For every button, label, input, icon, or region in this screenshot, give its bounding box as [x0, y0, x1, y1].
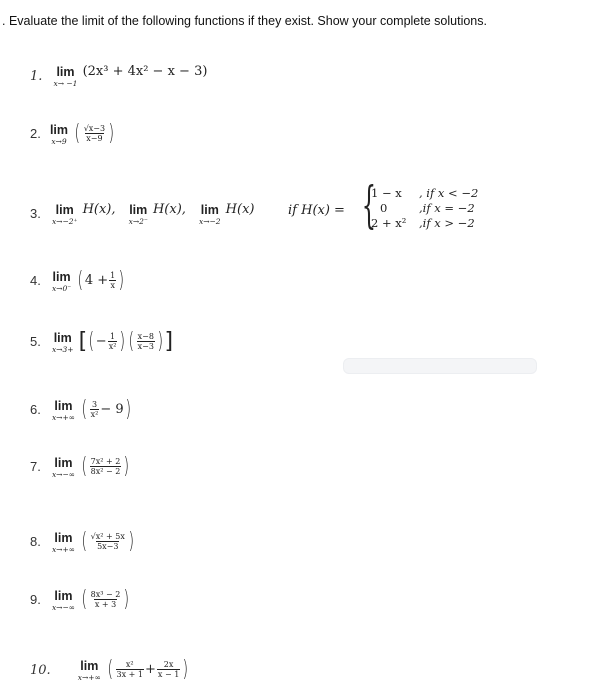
fraction: $\frac{\text{√x² + 5x}}{5x-3}$	[90, 532, 125, 551]
case-value: 1 − x	[371, 186, 402, 200]
limit-operator: lim x→−2	[199, 203, 221, 226]
problem-number: 6.	[30, 402, 41, 417]
limit-operator: lim x→ −1	[53, 65, 78, 88]
fraction: $\frac{1}{x}$	[110, 271, 116, 290]
limit-operator: lim x→+∞	[51, 531, 75, 554]
problem-number: 10.	[30, 663, 51, 678]
function-label: H(x),	[152, 202, 186, 217]
limit-operator: lim x→2⁻	[128, 203, 148, 226]
problem-number: 5.	[30, 334, 41, 349]
problem-number: 1.	[30, 69, 43, 84]
problem-number: 4.	[30, 273, 41, 288]
fraction: $\frac{\text{7x² + 2}}{\text{8x² − 2}}$	[90, 457, 121, 476]
limit-operator: lim x→−∞	[51, 589, 75, 612]
case-condition: , if x < −2	[419, 186, 479, 200]
limit-operator: lim x→−∞	[51, 456, 75, 479]
limit-expression: (2x³ + 4x² − x − 3)	[82, 64, 208, 79]
problem-number: 2.	[30, 126, 41, 141]
instructions-text: . Evaluate the limit of the following functions if they exist. Show your complete solutions.	[2, 14, 487, 28]
function-label: H(x),	[82, 202, 116, 217]
fraction: $\frac{2x}{x - 1}$	[157, 660, 180, 679]
case-condition: ,if x = −2	[419, 201, 475, 215]
limit-operator: lim x→3+	[51, 331, 74, 354]
case-condition: ,if x > −2	[419, 216, 475, 230]
limit-operator: lim x→−2⁺	[51, 203, 78, 226]
problem-8: 8. lim x→+∞ ( $\frac{\text{√x² + 5x}}{5x-3}$ )	[30, 528, 134, 554]
limit-operator: lim x→+∞	[51, 399, 75, 422]
case-value: 2 + x²	[371, 216, 407, 230]
fraction: $\frac{1}{\text{x²}}$	[108, 332, 117, 351]
limit-operator: lim x→9	[49, 123, 68, 146]
fraction: $\frac{3}{\text{x²}}$	[90, 400, 99, 419]
limit-operator: lim x→+∞	[77, 659, 101, 682]
blank-highlight-bar	[343, 358, 537, 374]
piecewise-brace: {	[361, 176, 377, 234]
problem-4: 4. lim x→0⁻ ( 4 + $\frac{1}{x}$ )	[30, 267, 125, 293]
problem-7: 7. lim x→−∞ ( $\frac{\text{7x² + 2}}{\text{8x² − 2}}$ )	[30, 453, 130, 479]
fraction: $\frac{√x-3}{x-9}$	[83, 124, 106, 143]
problem-2: 2. lim x→9 ( $\frac{√x-3}{x-9}$ )	[30, 120, 115, 146]
problem-10: 10. lim x→+∞ ( $\frac{\text{x²}}{3x + 1}$ + $\frac{2x}{x - 1}$ )	[30, 656, 189, 682]
problem-3	[30, 203, 254, 226]
problem-6: 6. lim x→+∞ ( $\frac{3}{\text{x²}}$ − 9)	[30, 396, 131, 422]
problem-1	[30, 65, 207, 88]
fraction: $\frac{\text{8x³ − 2}}{x + 3}$	[90, 590, 121, 609]
piecewise-label: if H(x) =	[288, 203, 345, 218]
limit-operator: lim x→0⁻	[51, 270, 72, 293]
problem-number: 7.	[30, 459, 41, 474]
problem-number: 9.	[30, 592, 41, 607]
problem-9: 9. lim x→−∞ ( $\frac{\text{8x³ − 2}}{x + 3}$ )	[30, 586, 130, 612]
fraction: $\frac{x-8}{x-3}$	[137, 332, 154, 351]
problem-number: 3.	[30, 206, 41, 221]
case-value: 0	[380, 201, 388, 215]
problem-5: 5. lim x→3+ [( − $\frac{1}{\text{x²}}$ ) ( $\frac{x-8}{x-3}$ )]	[30, 328, 174, 354]
function-label: H(x)	[225, 202, 255, 217]
fraction: $\frac{\text{x²}}{3x + 1}$	[116, 660, 143, 679]
problem-number: 8.	[30, 534, 41, 549]
